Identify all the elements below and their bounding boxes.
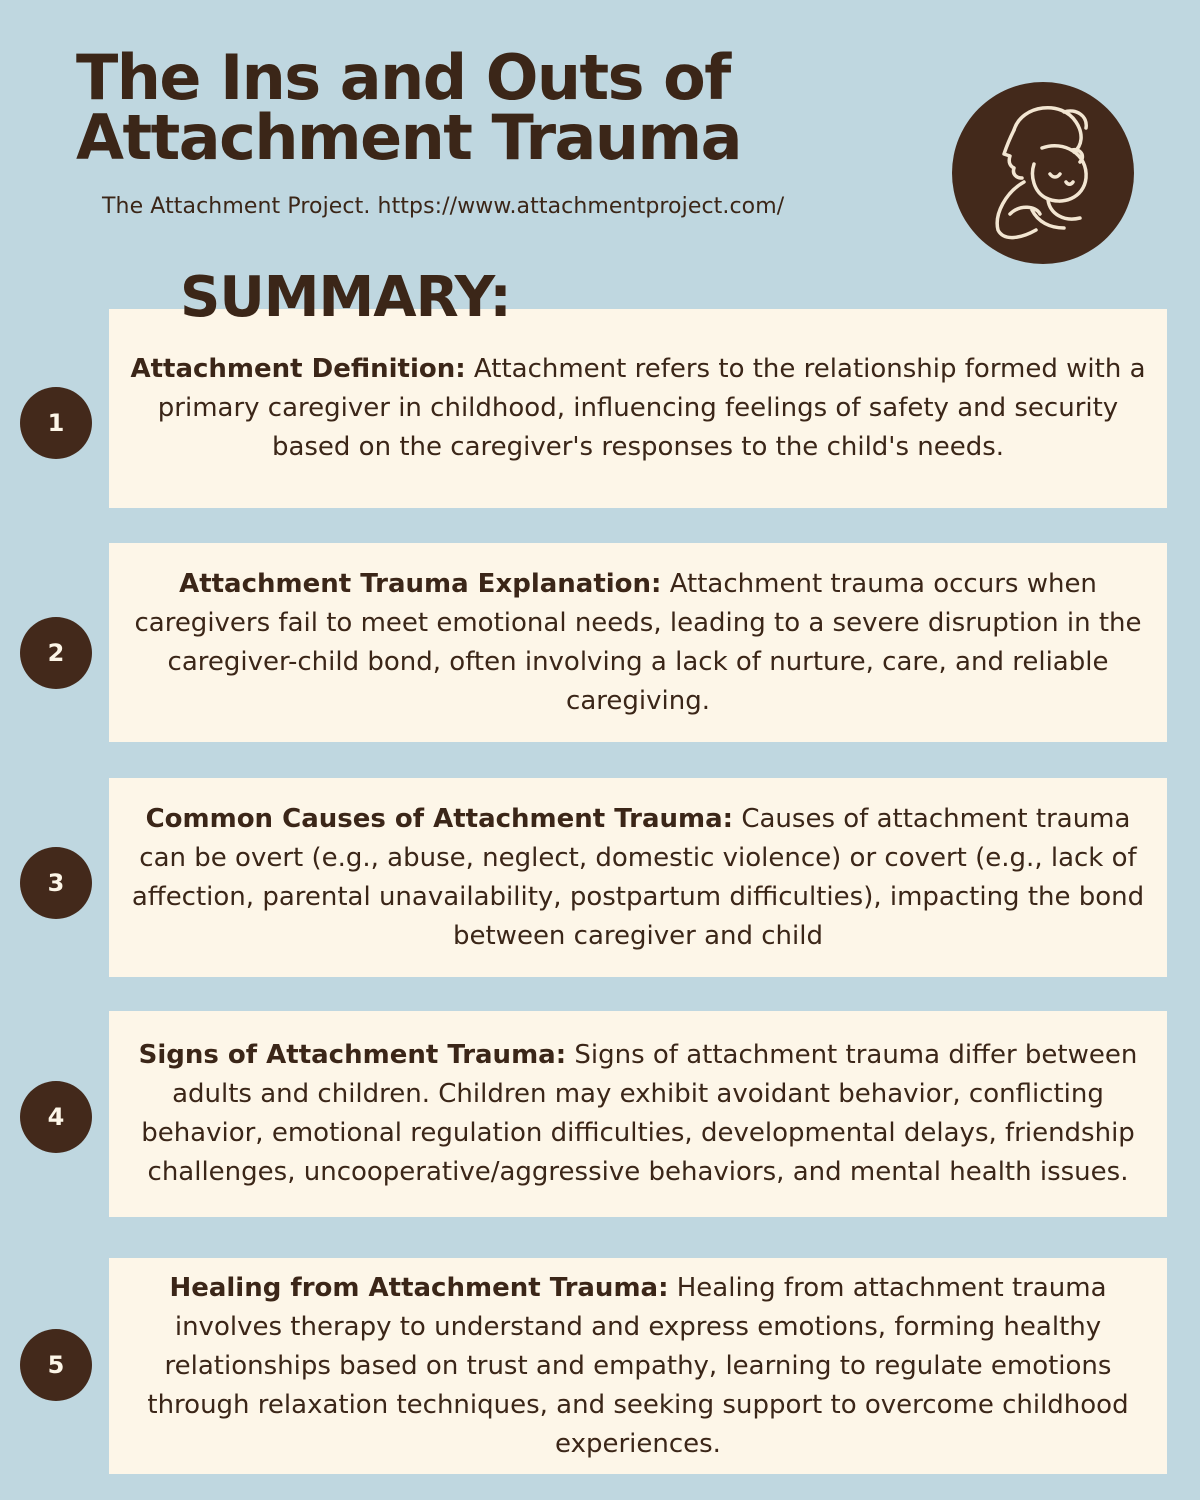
source-citation: The Attachment Project. https://www.attachmentproject.com/ [102, 194, 785, 219]
summary-card-1 [109, 309, 1167, 508]
step-number-2: 2 [20, 617, 92, 689]
card-text [127, 1036, 1149, 1192]
card-body: Healing from attachment trauma involves therapy to understand and express emotions, forming healthy relationships based on trust and empathy, learning to regulate emotions through relaxation techniques, and seeking support to overcome childhood experiences. [147, 1272, 1129, 1459]
card-text [127, 1269, 1149, 1464]
title-line-2: Attachment Trauma [76, 101, 741, 174]
card-heading: Attachment Trauma Explanation: [179, 568, 662, 599]
summary-card-2 [109, 543, 1167, 742]
card-body: Attachment trauma occurs when caregivers fail to meet emotional needs, leading to a severe disruption in the caregiver-child bond, often involving a lack of nurture, care, and reliable caregiving. [134, 568, 1142, 716]
step-number-5: 5 [20, 1329, 92, 1401]
card-text [127, 800, 1149, 956]
card-heading: Attachment Definition: [130, 354, 466, 384]
page-title [76, 41, 741, 174]
card-heading: Common Causes of Attachment Trauma: [145, 803, 734, 834]
card-text [127, 350, 1149, 467]
summary-heading: SUMMARY: [180, 265, 511, 330]
card-body: Attachment refers to the relationship formed with a primary caregiver in childhood, influencing feelings of safety and security based on the caregiver's responses to the child's needs. [157, 354, 1146, 462]
summary-card-3 [109, 778, 1167, 977]
step-number-4: 4 [20, 1081, 92, 1153]
mother-baby-icon [952, 82, 1134, 264]
title-line-1: The Ins and Outs of [76, 41, 730, 114]
step-number-1: 1 [20, 387, 92, 459]
card-text [127, 565, 1149, 721]
step-number-3: 3 [20, 847, 92, 919]
card-heading: Signs of Attachment Trauma: [138, 1040, 567, 1070]
summary-card-4 [109, 1011, 1167, 1217]
card-body: Causes of attachment trauma can be overt (e.g., abuse, neglect, domestic violence) or covert (e.g., lack of affection, parental unavailability, postpartum difficulties), impacting the bond between caregiver and child [131, 803, 1145, 951]
card-heading: Healing from Attachment Trauma: [169, 1272, 669, 1303]
summary-card-5 [109, 1258, 1167, 1474]
card-body: Signs of attachment trauma differ between adults and children. Children may exhibit avoidant behavior, conflicting behavior, emotional regulation difficulties, developmental delays, friendship challenges, uncooperative/aggressive behaviors, and mental health issues. [141, 1040, 1138, 1187]
